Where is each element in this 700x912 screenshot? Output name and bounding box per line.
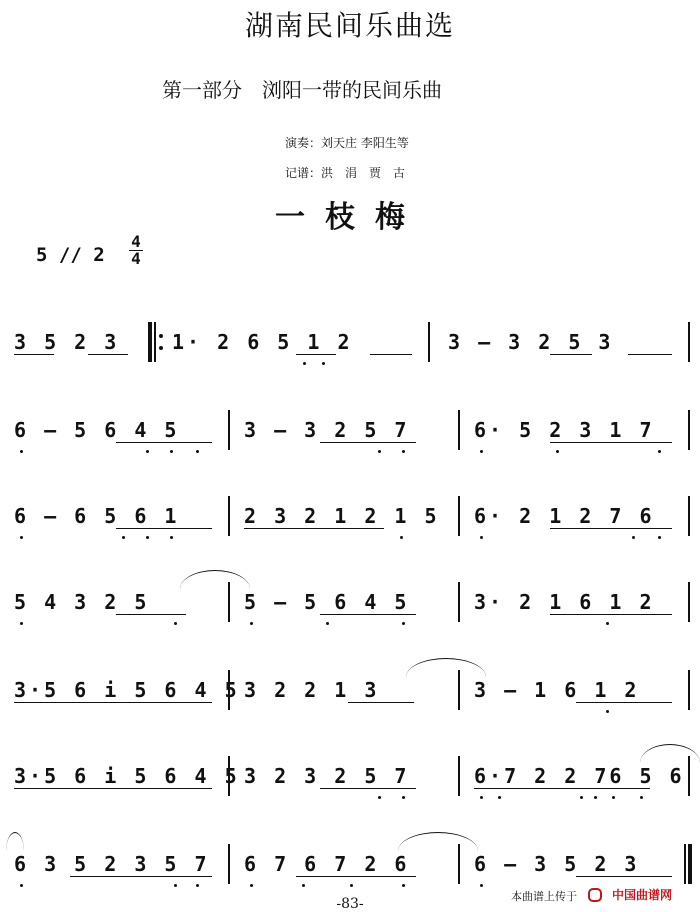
beam xyxy=(576,702,672,703)
barline xyxy=(688,410,690,450)
barline xyxy=(228,582,230,622)
measure: 6· 2 1 2 7 6 xyxy=(474,504,655,528)
barline xyxy=(688,756,690,796)
barline xyxy=(458,756,460,796)
low-octave-dot xyxy=(20,622,23,625)
beam xyxy=(550,528,672,529)
barline xyxy=(688,322,690,362)
tie-arc xyxy=(180,570,250,589)
measure: 2 3 2 1 2 1 5 xyxy=(244,504,440,528)
upload-note: 本曲谱上传于 xyxy=(511,890,577,903)
score-line-5 xyxy=(0,678,700,718)
beam xyxy=(296,876,416,877)
barline xyxy=(688,496,690,536)
low-octave-dot xyxy=(400,536,403,539)
low-octave-dot xyxy=(640,796,643,799)
low-octave-dot xyxy=(402,884,405,887)
measure: 6 — 3 5 2 3 xyxy=(474,852,640,876)
measure: 3 — 3 2 5 7 xyxy=(244,418,410,442)
low-octave-dot xyxy=(146,450,149,453)
low-octave-dot xyxy=(174,622,177,625)
beam xyxy=(628,354,672,355)
tie-arc xyxy=(398,832,478,851)
measure: 6 7 6 7 2 6 xyxy=(244,852,410,876)
tie-arc xyxy=(640,744,700,763)
time-signature xyxy=(128,234,144,267)
measure: 3· 2 1 6 1 2 xyxy=(474,590,655,614)
barline xyxy=(458,410,460,450)
low-octave-dot xyxy=(612,796,615,799)
tie-arc xyxy=(6,832,24,851)
low-octave-dot xyxy=(606,710,609,713)
low-octave-dot xyxy=(350,884,353,887)
score-line-6 xyxy=(0,764,700,804)
low-octave-dot xyxy=(303,362,306,365)
beam xyxy=(14,788,212,789)
beam xyxy=(320,614,416,615)
book-title: 湖南民间乐曲选 xyxy=(244,9,455,42)
tie-arc xyxy=(406,658,486,677)
measure: 1· 2 6 5 1 2 xyxy=(172,330,353,354)
barline xyxy=(228,410,230,450)
low-octave-dot xyxy=(658,450,661,453)
beam xyxy=(70,876,212,877)
barline xyxy=(458,844,460,884)
site-logo-icon xyxy=(588,888,602,902)
barline xyxy=(458,582,460,622)
score-line-3 xyxy=(0,504,700,544)
low-octave-dot xyxy=(402,450,405,453)
low-octave-dot xyxy=(480,450,483,453)
notation-credit: 记谱：洪 涓 贾 古 xyxy=(285,166,406,180)
barline xyxy=(228,670,230,710)
beam xyxy=(550,442,672,443)
measure: 5 — 5 6 4 5 xyxy=(244,590,410,614)
page-number: -83- xyxy=(336,896,364,912)
measure: 3 — 3 2 5 3 xyxy=(448,330,614,354)
beam xyxy=(550,614,672,615)
low-octave-dot xyxy=(498,796,501,799)
measure: 3·5 6 i 5 6 4 5 xyxy=(14,678,240,702)
measure: 3 2 3 2 5 7 xyxy=(244,764,410,788)
low-octave-dot xyxy=(20,884,23,887)
measure: 3 2 2 1 3 xyxy=(244,678,380,702)
low-octave-dot xyxy=(20,450,23,453)
low-octave-dot xyxy=(302,884,305,887)
measure: 3·5 6 i 5 6 4 5 xyxy=(14,764,240,788)
measure: 6 3 5 2 3 5 7 xyxy=(14,852,210,876)
beam xyxy=(320,788,416,789)
beam xyxy=(116,442,212,443)
beam xyxy=(14,702,212,703)
beam xyxy=(370,354,412,355)
score-line-4 xyxy=(0,590,700,630)
low-octave-dot xyxy=(402,796,405,799)
score-line-2 xyxy=(0,418,700,458)
beam xyxy=(320,442,416,443)
low-octave-dot xyxy=(326,622,329,625)
measure: 3 5 2 3 xyxy=(14,330,120,354)
beam xyxy=(116,528,212,529)
beam xyxy=(296,354,336,355)
low-octave-dot xyxy=(146,536,149,539)
low-octave-dot xyxy=(594,796,597,799)
low-octave-dot xyxy=(606,622,609,625)
low-octave-dot xyxy=(250,622,253,625)
beam xyxy=(348,702,414,703)
low-octave-dot xyxy=(322,362,325,365)
beam xyxy=(14,354,54,355)
score-line-1 xyxy=(0,330,700,370)
low-octave-dot xyxy=(122,536,125,539)
site-name[interactable]: 中国曲谱网 xyxy=(612,888,673,902)
beam xyxy=(244,528,384,529)
low-octave-dot xyxy=(480,884,483,887)
low-octave-dot xyxy=(196,884,199,887)
low-octave-dot xyxy=(378,796,381,799)
barline xyxy=(688,582,690,622)
measure: 6· 5 2 3 1 7 xyxy=(474,418,655,442)
barline xyxy=(228,844,230,884)
low-octave-dot xyxy=(170,536,173,539)
song-title: 一枝梅 xyxy=(275,200,425,235)
low-octave-dot xyxy=(402,622,405,625)
beam xyxy=(576,876,672,877)
beam xyxy=(116,614,186,615)
barline xyxy=(228,496,230,536)
low-octave-dot xyxy=(20,536,23,539)
beam xyxy=(474,788,650,789)
low-octave-dot xyxy=(174,884,177,887)
barline xyxy=(428,322,430,362)
low-octave-dot xyxy=(196,450,199,453)
final-barline xyxy=(684,844,692,884)
measure: 6·7 2 2 76 5 6 xyxy=(474,764,685,788)
beam xyxy=(88,354,128,355)
measure: 6 — 5 6 4 5 xyxy=(14,418,180,442)
low-octave-dot xyxy=(658,536,661,539)
barline xyxy=(458,670,460,710)
low-octave-dot xyxy=(632,536,635,539)
low-octave-dot xyxy=(580,796,583,799)
beam xyxy=(550,354,592,355)
barline xyxy=(688,670,690,710)
low-octave-dot xyxy=(250,884,253,887)
section-title: 第一部分 浏阳一带的民间乐曲 xyxy=(162,78,442,102)
barline xyxy=(228,756,230,796)
measure: 3 — 1 6 1 2 xyxy=(474,678,640,702)
low-octave-dot xyxy=(378,450,381,453)
low-octave-dot xyxy=(170,450,173,453)
measure: 6 — 6 5 6 1 xyxy=(14,504,180,528)
low-octave-dot xyxy=(556,450,559,453)
time-signature-top: 4 xyxy=(131,232,141,251)
barline xyxy=(458,496,460,536)
score-line-7 xyxy=(0,852,700,892)
time-signature-bottom: 4 xyxy=(131,249,141,268)
measure: 5 4 3 2 5 xyxy=(14,590,150,614)
low-octave-dot xyxy=(480,536,483,539)
key-signature: 5 // 2 xyxy=(36,244,105,266)
performers-credit: 演奏：刘天庄 李阳生等 xyxy=(285,136,409,150)
low-octave-dot xyxy=(480,796,483,799)
repeat-start-barline xyxy=(148,322,158,362)
